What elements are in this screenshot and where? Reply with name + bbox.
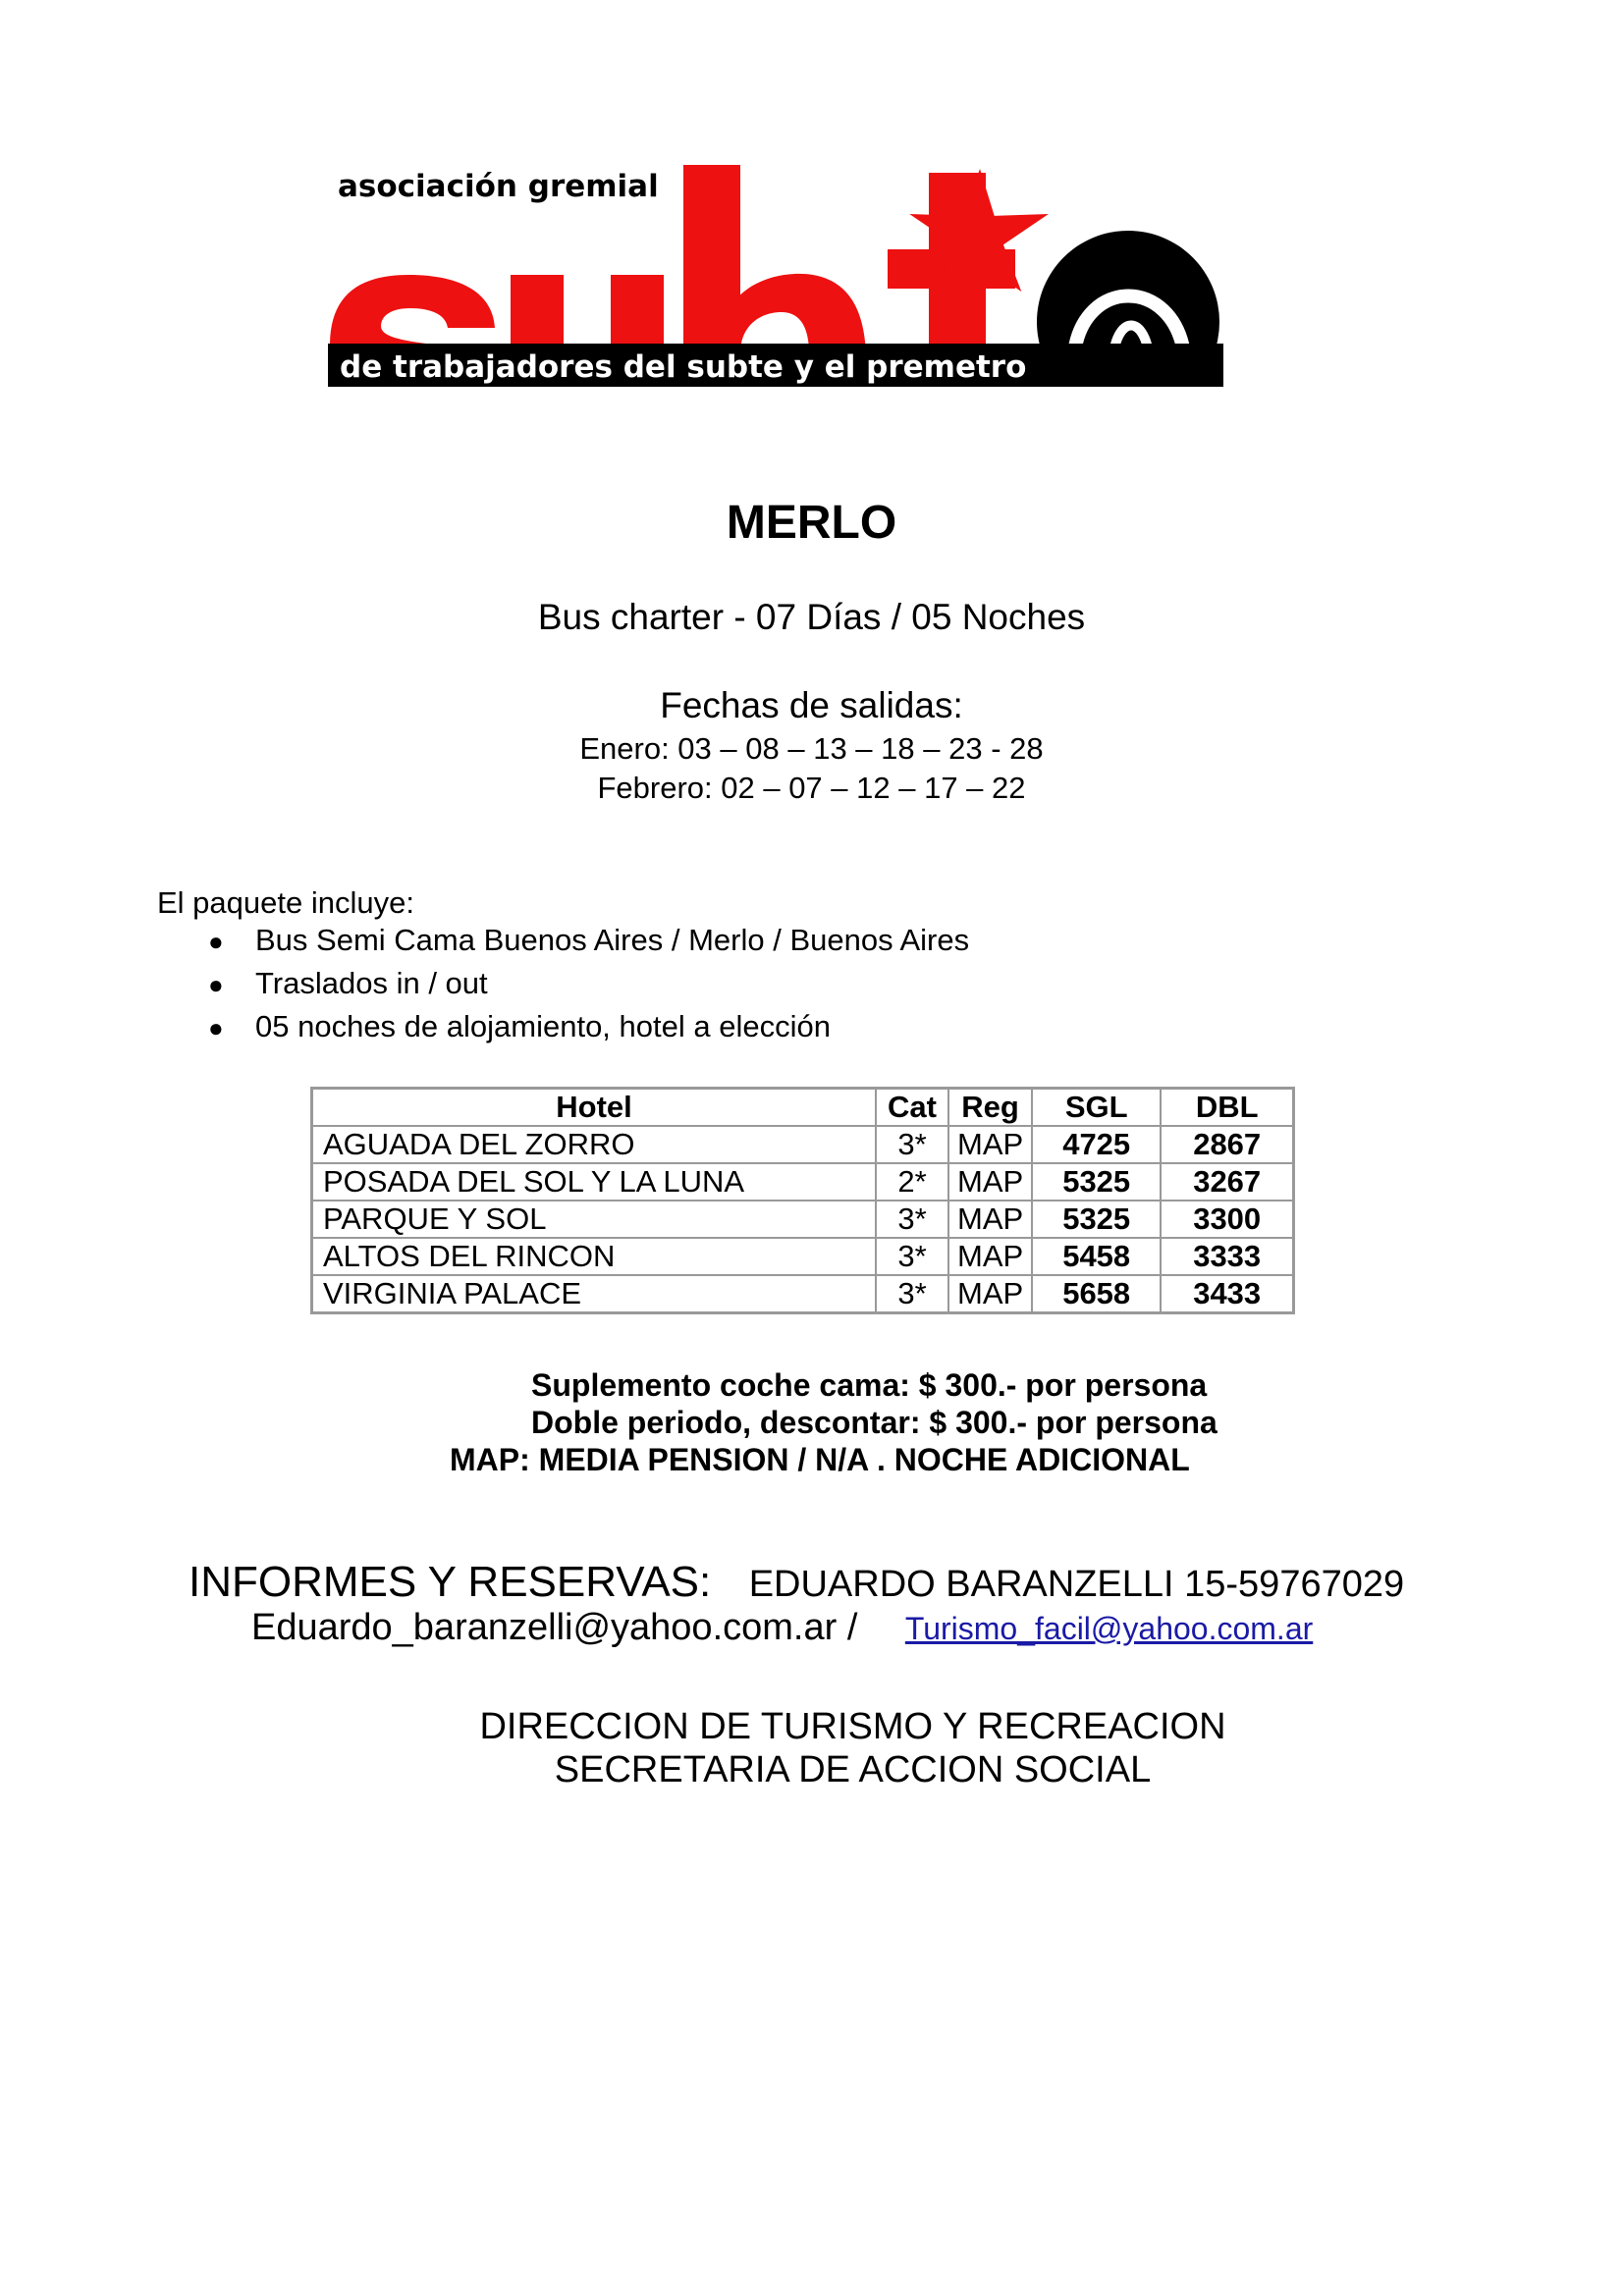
list-item-text: Bus Semi Cama Buenos Aires / Merlo / Buenos Aires <box>255 923 970 957</box>
contact-email-primary: Eduardo_baranzelli@yahoo.com.ar / <box>251 1607 858 1648</box>
contact-emails <box>251 1607 1313 1649</box>
cell-hotel: POSADA DEL SOL Y LA LUNA <box>312 1163 877 1201</box>
cell-sgl: 5325 <box>1032 1163 1161 1201</box>
header-cat: Cat <box>876 1089 948 1127</box>
dates-febrero: Febrero: 02 – 07 – 12 – 17 – 22 <box>597 771 1026 805</box>
header-dbl: DBL <box>1161 1089 1294 1127</box>
cell-hotel: PARQUE Y SOL <box>312 1201 877 1238</box>
package-heading: El paquete incluye: <box>157 885 414 920</box>
cell-cat: 3* <box>876 1201 948 1238</box>
cell-reg: MAP <box>948 1126 1032 1163</box>
cell-sgl: 5458 <box>1032 1238 1161 1275</box>
table-row <box>312 1275 1294 1313</box>
list-item-text: 05 noches de alojamiento, hotel a elección <box>255 1009 831 1043</box>
footer-secretaria: SECRETARIA DE ACCION SOCIAL <box>554 1749 1152 1790</box>
table-header-row <box>312 1089 1294 1127</box>
cell-dbl: 2867 <box>1161 1126 1294 1163</box>
cell-reg: MAP <box>948 1201 1032 1238</box>
cell-dbl: 3433 <box>1161 1275 1294 1313</box>
cell-reg: MAP <box>948 1163 1032 1201</box>
cell-sgl: 5658 <box>1032 1275 1161 1313</box>
cell-cat: 3* <box>876 1275 948 1313</box>
cell-sgl: 5325 <box>1032 1201 1161 1238</box>
table-row <box>312 1163 1294 1201</box>
note-map: MAP: MEDIA PENSION / N/A . NOCHE ADICIONAL <box>450 1442 1190 1477</box>
note-suplemento: Suplemento coche cama: $ 300.- por persona <box>531 1367 1208 1403</box>
page-subtitle: Bus charter - 07 Días / 05 Noches <box>537 597 1086 637</box>
organization-logo <box>328 159 1223 387</box>
cell-dbl: 3300 <box>1161 1201 1294 1238</box>
table-row <box>312 1126 1294 1163</box>
cell-dbl: 3267 <box>1161 1163 1294 1201</box>
hotel-price-table <box>310 1087 1295 1314</box>
list-item <box>157 1009 969 1052</box>
table-row <box>312 1201 1294 1238</box>
cell-cat: 3* <box>876 1126 948 1163</box>
dates-enero: Enero: 03 – 08 – 13 – 18 – 23 - 28 <box>579 731 1044 766</box>
list-item <box>157 923 969 966</box>
contact-label: INFORMES Y RESERVAS: <box>189 1558 712 1606</box>
footer-direccion: DIRECCION DE TURISMO Y RECREACION <box>479 1706 1226 1747</box>
page-title: MERLO <box>726 497 897 549</box>
cell-sgl: 4725 <box>1032 1126 1161 1163</box>
note-doble-periodo: Doble periodo, descontar: $ 300.- por persona <box>531 1405 1217 1440</box>
dates-heading: Fechas de salidas: <box>660 685 963 725</box>
bullet-icon: ● <box>208 970 224 999</box>
cell-hotel: AGUADA DEL ZORRO <box>312 1126 877 1163</box>
cell-hotel: ALTOS DEL RINCON <box>312 1238 877 1275</box>
header-hotel: Hotel <box>312 1089 877 1127</box>
header-sgl: SGL <box>1032 1089 1161 1127</box>
cell-reg: MAP <box>948 1238 1032 1275</box>
cell-cat: 3* <box>876 1238 948 1275</box>
header-reg: Reg <box>948 1089 1032 1127</box>
cell-hotel: VIRGINIA PALACE <box>312 1275 877 1313</box>
package-list <box>157 923 969 1052</box>
bullet-icon: ● <box>208 1013 224 1042</box>
logo-bottom-text: de trabajadores del subte y el premetro <box>340 349 1027 385</box>
contact-line <box>189 1558 1404 1607</box>
contact-email-link[interactable]: Turismo_facil@yahoo.com.ar <box>904 1611 1314 1646</box>
table-row <box>312 1238 1294 1275</box>
logo-graphic <box>328 159 1223 387</box>
list-item-text: Traslados in / out <box>255 966 488 1000</box>
bullet-icon: ● <box>208 927 224 956</box>
cell-dbl: 3333 <box>1161 1238 1294 1275</box>
cell-cat: 2* <box>876 1163 948 1201</box>
list-item <box>157 966 969 1009</box>
logo-top-text: asociación gremial <box>338 169 659 204</box>
cell-reg: MAP <box>948 1275 1032 1313</box>
contact-name-phone: EDUARDO BARANZELLI 15-59767029 <box>748 1564 1405 1605</box>
